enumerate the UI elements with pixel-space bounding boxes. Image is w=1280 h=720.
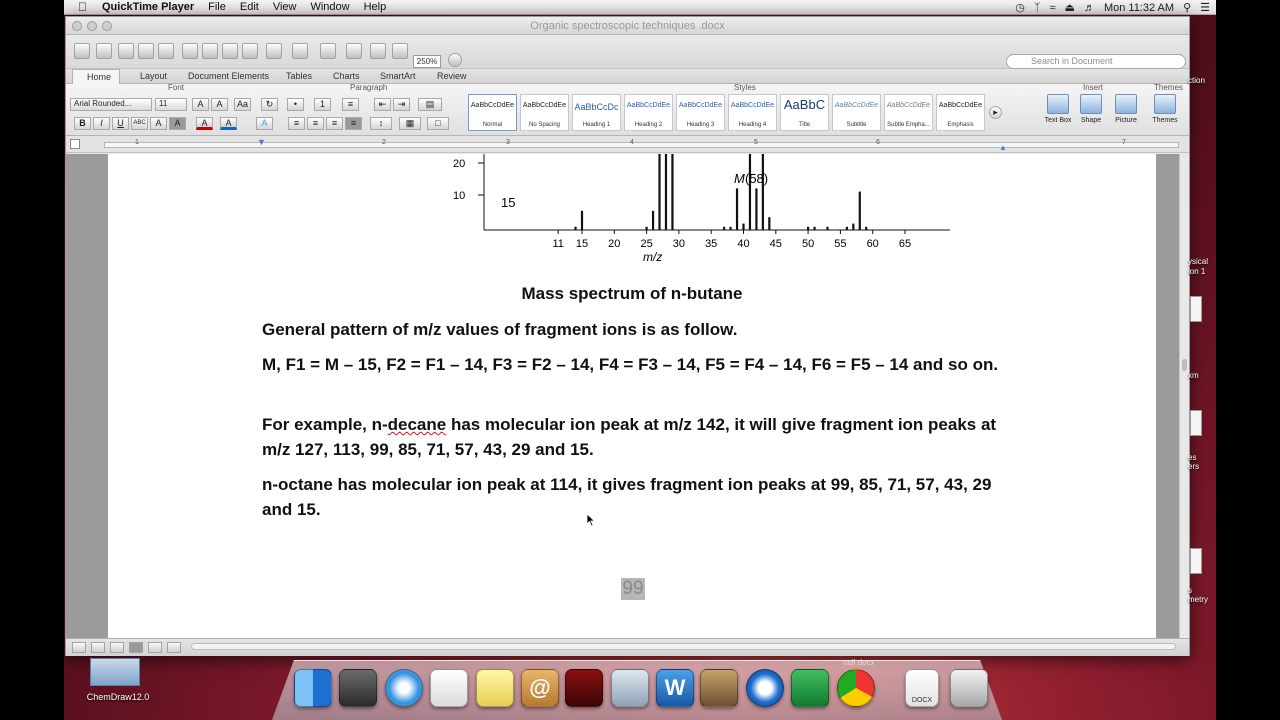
ruler-number: 7 — [1122, 139, 1126, 146]
tab-document-elements[interactable]: Document Elements — [188, 71, 270, 81]
bluetooth-icon[interactable]: ᛉ — [1033, 1, 1041, 14]
style-sample-text: AaBbCcDdEe — [730, 102, 775, 109]
numbering-button[interactable]: 1 — [314, 98, 331, 111]
spectrum-peaks — [576, 154, 867, 230]
peak-label-m-value: (58) — [745, 171, 769, 186]
chemdraw-desktop-label[interactable]: ChemDraw12.0 — [86, 692, 150, 702]
tab-stop-selector-icon[interactable] — [70, 139, 80, 149]
desktop-item-label[interactable]: metry — [1188, 595, 1208, 604]
x-tick-label: 35 — [705, 238, 718, 250]
align-left-button[interactable]: ≡ — [288, 117, 305, 130]
paragraph-octane-example: n-octane has molecular ion peak at 114, it gives fragment ion peaks at 99, 85, 71, 57, 43, 29 and 15. — [262, 475, 992, 519]
justify-button[interactable]: ≡ — [345, 117, 362, 130]
group-label-font: Font — [168, 83, 185, 92]
styles-more-button[interactable]: ▸ — [989, 106, 1002, 119]
font-color-button[interactable]: A — [220, 117, 237, 130]
insert-picture-label: Picture — [1115, 117, 1137, 124]
status-bar — [66, 638, 1189, 656]
style-name-label: Normal — [482, 122, 503, 128]
photo-booth-icon[interactable] — [565, 669, 603, 707]
desktop-item-label[interactable]: xm — [1188, 371, 1199, 380]
tab-review[interactable]: Review — [437, 71, 467, 81]
text-highlight-button[interactable]: A — [196, 117, 213, 130]
apple-menu-icon[interactable] — [64, 0, 95, 14]
line-spacing-button[interactable]: ↕ — [370, 117, 392, 130]
document-page[interactable] — [108, 154, 1156, 638]
docx-document-label: DOCX — [911, 697, 933, 704]
x-tick-label: 11 — [552, 238, 564, 250]
paste-icon[interactable] — [222, 43, 238, 59]
style-sample-text: AaBbCcDc — [574, 102, 619, 112]
first-line-indent-marker-icon[interactable]: ▼ — [257, 137, 266, 147]
print-icon[interactable] — [158, 43, 174, 59]
ruler-number: 2 — [382, 139, 386, 146]
menu-edit[interactable]: Edit — [230, 1, 250, 13]
tab-tables[interactable]: Tables — [286, 71, 313, 81]
word-w-glyph: W — [664, 675, 686, 700]
window-titlebar — [66, 17, 1189, 35]
open-icon[interactable] — [118, 43, 134, 59]
themes-label: Themes — [1152, 117, 1178, 124]
insert-shape-button[interactable] — [1074, 94, 1108, 124]
insert-picture-button[interactable] — [1109, 94, 1143, 124]
help-icon[interactable] — [448, 53, 462, 67]
x-tick-label: 30 — [672, 238, 686, 250]
style-normal[interactable] — [468, 94, 517, 131]
themes-icon — [1154, 94, 1176, 114]
launchpad-icon[interactable] — [339, 669, 377, 707]
menu-view[interactable]: View — [263, 1, 288, 13]
paragraph-fragment-formula: M, F1 = M – 15, F2 = F1 – 14, F3 = F2 – 14, F4 = F3 – 14, F5 = F4 – 14, F6 = F5 – 14 and so on. — [262, 355, 999, 374]
ribbon-tabs — [66, 69, 1189, 84]
bold-button[interactable]: B — [74, 117, 91, 130]
style-sample-text: AaBbC — [783, 97, 826, 112]
menu-bar — [64, 0, 1216, 15]
desktop-document-icon[interactable] — [1190, 410, 1202, 436]
notebook-layout-view-icon[interactable] — [148, 642, 162, 653]
figure-caption: Mass spectrum of n-butane — [521, 284, 743, 303]
safari-icon[interactable] — [385, 669, 423, 707]
style-sample-text: AaBbCcDdEe — [470, 102, 515, 109]
text-effects-button[interactable]: A — [256, 117, 273, 130]
spectrum-axes — [478, 154, 950, 230]
dock-file-label: null.docx — [843, 658, 875, 667]
font-name-select[interactable]: Arial Rounded... — [70, 98, 152, 111]
focus-view-icon[interactable] — [167, 642, 181, 653]
menu-window[interactable]: Window — [301, 1, 341, 13]
insert-text-box-button[interactable] — [1041, 94, 1075, 124]
new-document-icon[interactable] — [74, 43, 90, 59]
style-heading-2[interactable] — [624, 94, 673, 131]
borders-button[interactable]: □ — [427, 117, 449, 130]
insert-text-box-label: Text Box — [1044, 117, 1072, 124]
change-case-button[interactable]: Aa — [234, 98, 251, 111]
style-subtle-empha[interactable] — [884, 94, 933, 131]
style-sample-text: AaBbCcDdEe — [522, 102, 567, 109]
para3-end: has molecular ion peak at m/z 142, it will give fragment ion peaks at m/z 127, 113, 99, 85, 71, 57, 43, 29 and 15. — [262, 415, 997, 459]
italic-button[interactable]: I — [93, 117, 110, 130]
style-name-label: Title — [798, 122, 811, 128]
style-emphasis[interactable] — [936, 94, 985, 131]
x-tick-label: 45 — [769, 238, 782, 250]
wifi-icon[interactable]: ≈ — [1049, 1, 1056, 14]
screen-letterbox-right — [1216, 0, 1280, 720]
x-tick-label: 55 — [834, 238, 847, 250]
style-name-label: Heading 2 — [634, 122, 663, 128]
ribbon-home — [66, 84, 1189, 136]
peak-label-m: M — [734, 171, 745, 186]
decrease-indent-button[interactable]: ⇤ — [374, 98, 391, 111]
columns-button[interactable]: ▤ — [418, 98, 442, 111]
grow-font-button[interactable]: A — [192, 98, 209, 111]
x-tick-label: 20 — [608, 238, 621, 250]
themes-button[interactable] — [1148, 94, 1182, 124]
publishing-layout-view-icon[interactable] — [110, 642, 124, 653]
sidebar-icon[interactable] — [346, 43, 362, 59]
style-heading-4[interactable] — [728, 94, 777, 131]
mouse-cursor-icon — [586, 513, 596, 527]
misspelled-word[interactable]: decane — [387, 415, 447, 434]
reminders-icon[interactable] — [430, 669, 468, 707]
horizontal-scrollbar[interactable] — [191, 643, 1176, 650]
media-browser-icon[interactable] — [370, 43, 386, 59]
x-tick-label: 25 — [640, 238, 653, 250]
time-machine-icon[interactable]: ◷ — [1015, 2, 1025, 14]
group-label-styles: Styles — [734, 83, 756, 92]
style-name-label: Heading 1 — [582, 122, 611, 128]
volume-icon[interactable]: ♬ — [1083, 1, 1095, 14]
x-tick-label: 15 — [575, 238, 589, 250]
ruler-number: 3 — [506, 139, 510, 146]
group-label-themes: Themes — [1154, 83, 1183, 92]
x-tick-label: 40 — [737, 238, 750, 250]
search-document-input[interactable]: Search in Document — [1006, 54, 1186, 69]
quicktime-icon[interactable] — [746, 669, 784, 707]
tab-smartart[interactable]: SmartArt — [380, 71, 416, 81]
mass-spectrum-figure — [438, 154, 912, 266]
x-axis-label: m/z — [643, 250, 663, 264]
show-paragraph-icon[interactable] — [320, 43, 336, 59]
outline-view-icon[interactable] — [91, 642, 105, 653]
menu-app-name[interactable]: QuickTime Player — [93, 1, 186, 13]
picture-icon — [1115, 94, 1137, 114]
screen-letterbox-left — [0, 0, 64, 720]
insert-shape-label: Shape — [1080, 117, 1102, 124]
text-box-icon — [1047, 94, 1069, 114]
save-icon[interactable] — [138, 43, 154, 59]
chemdraw-folder-icon[interactable] — [90, 658, 140, 686]
x-tick-labels — [552, 230, 911, 250]
style-sample-text: AaBbCcDdEe — [626, 102, 671, 109]
word-window — [65, 16, 1190, 656]
desktop-document-icon[interactable] — [1190, 548, 1202, 574]
tab-charts[interactable]: Charts — [333, 71, 360, 81]
menu-extras — [1015, 0, 1210, 15]
y-tick-label: 10 — [453, 190, 466, 202]
style-name-label: Subtle Empha... — [887, 122, 930, 128]
finder-icon[interactable] — [294, 669, 332, 707]
group-label-insert: Insert — [1083, 83, 1104, 92]
preview-icon[interactable] — [611, 669, 649, 707]
shape-icon — [1080, 94, 1102, 114]
draft-view-icon[interactable] — [72, 642, 86, 653]
ruler-number: 5 — [754, 139, 758, 146]
style-name-label: Heading 4 — [738, 122, 767, 128]
shading-button[interactable]: ▦ — [399, 117, 421, 130]
desktop-item-label[interactable]: s — [1188, 586, 1192, 595]
style-name-label: No Spacing — [528, 122, 561, 128]
horizontal-ruler[interactable] — [66, 136, 1189, 153]
align-center-button[interactable]: ≡ — [307, 117, 324, 130]
desktop-item-label[interactable]: es — [1188, 453, 1197, 462]
redo-icon[interactable] — [292, 43, 308, 59]
vertical-scroll-thumb[interactable] — [1182, 359, 1187, 371]
trash-icon[interactable] — [950, 669, 988, 707]
ruler-number: 1 — [135, 139, 139, 146]
zoom-field[interactable]: 250% — [413, 55, 441, 68]
strikethrough-button[interactable]: ABC — [131, 117, 148, 130]
tab-home[interactable]: Home — [72, 69, 120, 84]
ruler-number: 4 — [630, 139, 634, 146]
style-name-label: Heading 3 — [686, 122, 715, 128]
multilevel-list-button[interactable]: ≡ — [342, 98, 359, 111]
desktop-item-label[interactable]: ction — [1188, 76, 1205, 85]
menu-file[interactable]: File — [199, 1, 217, 13]
desktop-document-icon[interactable] — [1190, 296, 1202, 322]
style-subtitle[interactable] — [832, 94, 881, 131]
style-sample-text: AaBbCcDdEe — [886, 102, 931, 109]
clear-formatting-button[interactable]: ↻ — [261, 98, 278, 111]
contacts-at-glyph: @ — [529, 675, 551, 700]
font-size-select[interactable]: 11 — [155, 98, 187, 111]
document-area — [66, 154, 1189, 638]
format-painter-icon[interactable] — [242, 43, 258, 59]
style-name-label: Subtitle — [846, 122, 867, 128]
templates-icon[interactable] — [96, 43, 112, 59]
page-number: 99 — [622, 578, 644, 599]
toolbox-icon[interactable] — [392, 43, 408, 59]
increase-indent-button[interactable]: ⇥ — [393, 98, 410, 111]
image-capture-icon[interactable] — [700, 669, 738, 707]
vertical-scrollbar[interactable] — [1179, 154, 1189, 638]
undo-icon[interactable] — [266, 43, 282, 59]
menu-clock[interactable]: Mon 11:32 AM — [1103, 1, 1175, 14]
style-title[interactable] — [780, 94, 829, 131]
subscript-button[interactable]: A — [169, 117, 186, 130]
bullets-button[interactable]: • — [287, 98, 304, 111]
style-heading-3[interactable] — [676, 94, 725, 131]
chrome-icon[interactable] — [837, 669, 875, 707]
eject-icon[interactable]: ⏏ — [1064, 2, 1075, 14]
menu-help[interactable]: Help — [354, 1, 378, 13]
ruler-number: 6 — [876, 139, 880, 146]
chemdraw-icon[interactable] — [791, 669, 829, 707]
style-name-label: Emphasis — [947, 122, 974, 128]
style-sample-text: AaBbCcDdEe — [678, 102, 723, 109]
style-sample-text: AaBbCcDdEe — [834, 102, 879, 109]
standard-toolbar — [66, 35, 1189, 69]
shrink-font-button[interactable]: A — [211, 98, 228, 111]
para3-start: For example, n- — [262, 415, 388, 434]
superscript-button[interactable]: A — [150, 117, 167, 130]
underline-button[interactable]: U — [112, 117, 129, 130]
document-title: Organic spectroscopic techniques .docx — [530, 20, 725, 32]
x-tick-label: 50 — [801, 238, 815, 250]
desktop-item-label[interactable]: ion 1 — [1188, 267, 1206, 276]
cut-icon[interactable] — [182, 43, 198, 59]
peak-label-15: 15 — [501, 195, 516, 210]
paragraph-decane-example — [262, 412, 1022, 462]
notification-center-icon[interactable]: ☰ — [1200, 2, 1210, 14]
copy-icon[interactable] — [202, 43, 218, 59]
tab-layout[interactable]: Layout — [140, 71, 168, 81]
style-heading-1[interactable] — [572, 94, 621, 131]
print-layout-view-icon[interactable] — [129, 642, 143, 653]
x-tick-label: 65 — [898, 238, 912, 250]
x-tick-label: 60 — [866, 238, 879, 250]
group-label-paragraph: Paragraph — [350, 83, 388, 92]
notes-icon[interactable] — [476, 669, 514, 707]
desktop-item-label[interactable]: ers — [1188, 462, 1200, 471]
spotlight-search-icon[interactable]: ⚲ — [1183, 2, 1192, 14]
align-right-button[interactable]: ≡ — [326, 117, 343, 130]
desktop-item-label[interactable]: ysical — [1188, 257, 1209, 266]
style-sample-text: AaBbCcDdEe — [938, 102, 983, 109]
style-no-spacing[interactable] — [520, 94, 569, 131]
y-tick-label: 20 — [453, 158, 466, 170]
paragraph-general-pattern: General pattern of m/z values of fragment ions is as follow. — [262, 320, 738, 339]
right-indent-marker-icon[interactable]: ▲ — [999, 143, 1007, 152]
